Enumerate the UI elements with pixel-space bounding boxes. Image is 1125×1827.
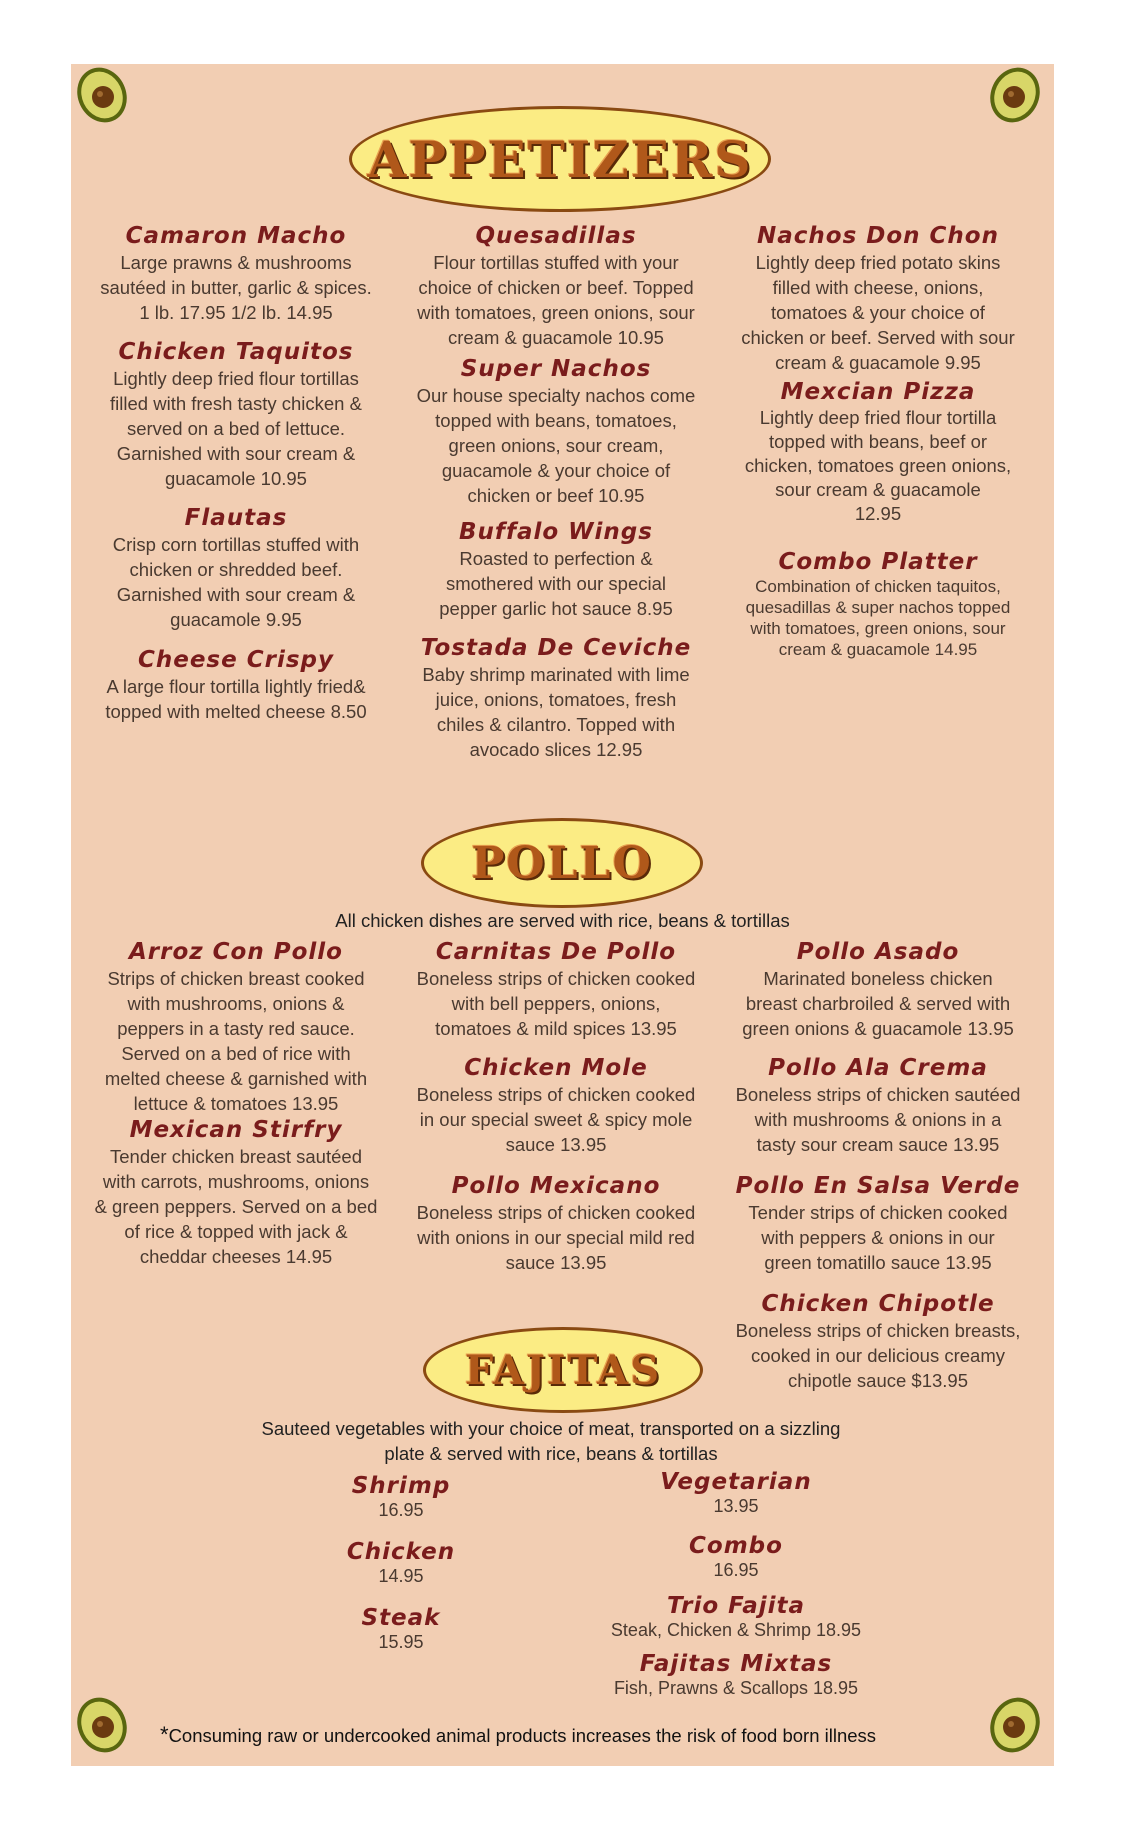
menu-item [81,504,391,632]
item-name: Fajitas Mixtas [639,1651,833,1677]
item-description: Our house specialty nachos come topped with beans, tomatoes, green onions, sour cream, guacamole & your choice of chicken or beef 10.95 [416,385,696,506]
pollo-column-2 [401,938,711,1358]
item-description: Large prawns & mushrooms sautéed in butter, garlic & spices. 1 lb. 17.95 1/2 lb. 14.95 [100,252,372,323]
item-description: Boneless strips of chicken cooked with bell peppers, onions, tomatoes & mild spices 13.95 [416,968,696,1039]
fajitas-title: FAJITAS [464,1346,662,1394]
item-description: Crisp corn tortillas stuffed with chicken or shredded beef. Garnished with sour cream & guacamole 9.95 [112,534,360,630]
item-name: Super Nachos [460,356,652,382]
item-name: Carnitas De Pollo [435,939,677,965]
item-price: 14.95 [378,1566,424,1586]
pollo-column-3 [723,938,1033,1478]
item-name: Vegetarian [660,1469,812,1495]
menu-item [723,548,1033,660]
menu-item [571,1650,901,1699]
pollo-note: All chicken dishes are served with rice, beans & tortillas [335,910,790,931]
item-name: Chicken Mole [464,1055,648,1081]
menu-item [81,1116,391,1269]
pollo-title: POLLO [471,837,653,889]
item-name: Pollo Ala Crema [768,1055,988,1081]
item-description: Boneless strips of chicken cooked in our special sweet & spicy mole sauce 13.95 [416,1084,696,1155]
item-description: Strips of chicken breast cooked with mushrooms, onions & peppers in a tasty red sauce. Served on a bed of rice with melted cheese & garnished with lettuce & tomatoes 13.95 [104,968,368,1114]
menu-item [723,222,1033,375]
item-name: Combo [689,1533,783,1559]
item-description: Flour tortillas stuffed with your choice of chicken or beef. Topped with tomatoes, green onions, sour cream & guacamole 10.95 [417,252,695,348]
item-name: Flautas [184,505,288,531]
item-description: A large flour tortilla lightly fried& topped with melted cheese 8.50 [105,676,367,722]
item-description: Baby shrimp marinated with lime juice, onions, tomatoes, fresh chiles & cilantro. Topped with avocado slices 12.95 [422,664,690,760]
avocado-icon [988,1694,1042,1756]
avocado-icon [988,64,1042,126]
item-price: 16.95 [378,1500,424,1520]
menu-item [571,1468,901,1517]
menu-item [311,1538,491,1587]
menu-item [81,646,391,724]
menu-item [81,222,391,325]
menu-item [311,1472,491,1521]
item-price: 15.95 [378,1632,424,1652]
menu-item [311,1604,491,1653]
footer-disclaimer [160,1722,876,1748]
menu-item [401,938,711,1041]
item-name: Chicken Chipotle [761,1291,995,1317]
menu-item [571,1592,901,1641]
item-name: Tostada De Ceviche [420,635,692,661]
pollo-banner [421,818,703,908]
item-description: Boneless strips of chicken cooked with onions in our special mild red sauce 13.95 [416,1202,696,1273]
fajitas-column-left [311,1472,491,1672]
item-price: 16.95 [713,1560,759,1580]
menu-item [723,1054,1033,1157]
item-name: Combo Platter [778,549,978,575]
menu-item [723,1172,1033,1275]
item-description: Tender chicken breast sautéed with carrots, mushrooms, onions & green peppers. Served on a bed of rice & topped with jack & cheddar cheeses 14.95 [94,1146,378,1267]
appetizers-banner [349,106,771,212]
item-price: 13.95 [713,1496,759,1516]
item-price: Steak, Chicken & Shrimp 18.95 [610,1620,862,1640]
asterisk: * [160,1722,169,1747]
item-name: Mexcian Pizza [780,379,976,405]
item-name: Pollo Asado [796,939,960,965]
menu-item [401,634,711,762]
item-name: Mexican Stirfry [129,1117,343,1143]
appetizers-column-1 [81,222,391,802]
item-name: Buffalo Wings [459,519,653,545]
menu-item [401,222,711,350]
appetizers-title: APPETIZERS [367,129,753,189]
menu-item [723,1290,1033,1393]
menu-page [71,64,1054,1766]
fajitas-note: Sauteed vegetables with your choice of meat, transported on a sizzling plate & served with rice, beans & tortillas [261,1418,841,1464]
item-description: Boneless strips of chicken sautéed with mushrooms & onions in a tasty sour cream sauce 13.95 [735,1084,1021,1155]
avocado-icon [75,1694,129,1756]
item-name: Nachos Don Chon [757,223,999,249]
fajitas-banner [423,1327,703,1413]
item-description: Lightly deep fried flour tortilla topped with beans, beef or chicken, tomatoes green onions, sour cream & guacamole 12.95 [744,407,1012,524]
item-name: Chicken [346,1539,456,1565]
pollo-column-1 [81,938,391,1358]
appetizers-column-2 [401,222,711,842]
menu-item [81,338,391,491]
menu-item [401,518,711,621]
item-price: Fish, Prawns & Scallops 18.95 [613,1678,859,1698]
item-name: Pollo Mexicano [451,1173,661,1199]
item-description: Lightly deep fried flour tortillas filled with fresh tasty chicken & served on a bed of lettuce. Garnished with sour cream & guacamole 10.95 [110,368,362,489]
menu-item [571,1532,901,1581]
item-name: Camaron Macho [125,223,347,249]
item-description: Marinated boneless chicken breast charbroiled & served with green onions & guacamole 13.95 [742,968,1014,1039]
footer-text: Consuming raw or undercooked animal products increases the risk of food born illness [168,1725,877,1746]
item-name: Steak [361,1605,441,1631]
item-name: Arroz Con Pollo [129,939,343,965]
menu-item [401,1054,711,1157]
item-name: Trio Fajita [666,1593,806,1619]
menu-item [81,938,391,1116]
item-description: Tender strips of chicken cooked with peppers & onions in our green tomatillo sauce 13.95 [748,1202,1008,1273]
item-name: Quesadillas [475,223,637,249]
item-name: Cheese Crispy [137,647,334,673]
item-description: Combination of chicken taquitos, quesadillas & super nachos topped with tomatoes, green onions, sour cream & guacamole 14.95 [745,577,1011,659]
item-description: Lightly deep fried potato skins filled with cheese, onions, tomatoes & your choice of chicken or beef. Served with sour cream & guacamole 9.95 [741,252,1015,373]
appetizers-column-3 [723,222,1033,742]
menu-item [723,938,1033,1041]
menu-item [401,1172,711,1275]
menu-item [723,378,1033,526]
item-name: Chicken Taquitos [118,339,354,365]
item-name: Pollo En Salsa Verde [735,1173,1021,1199]
avocado-icon [75,64,129,126]
item-name: Shrimp [351,1473,451,1499]
menu-item [401,355,711,508]
item-description: Boneless strips of chicken breasts, cooked in our delicious creamy chipotle sauce $13.95 [735,1320,1021,1391]
item-description: Roasted to perfection & smothered with our special pepper garlic hot sauce 8.95 [439,548,673,619]
